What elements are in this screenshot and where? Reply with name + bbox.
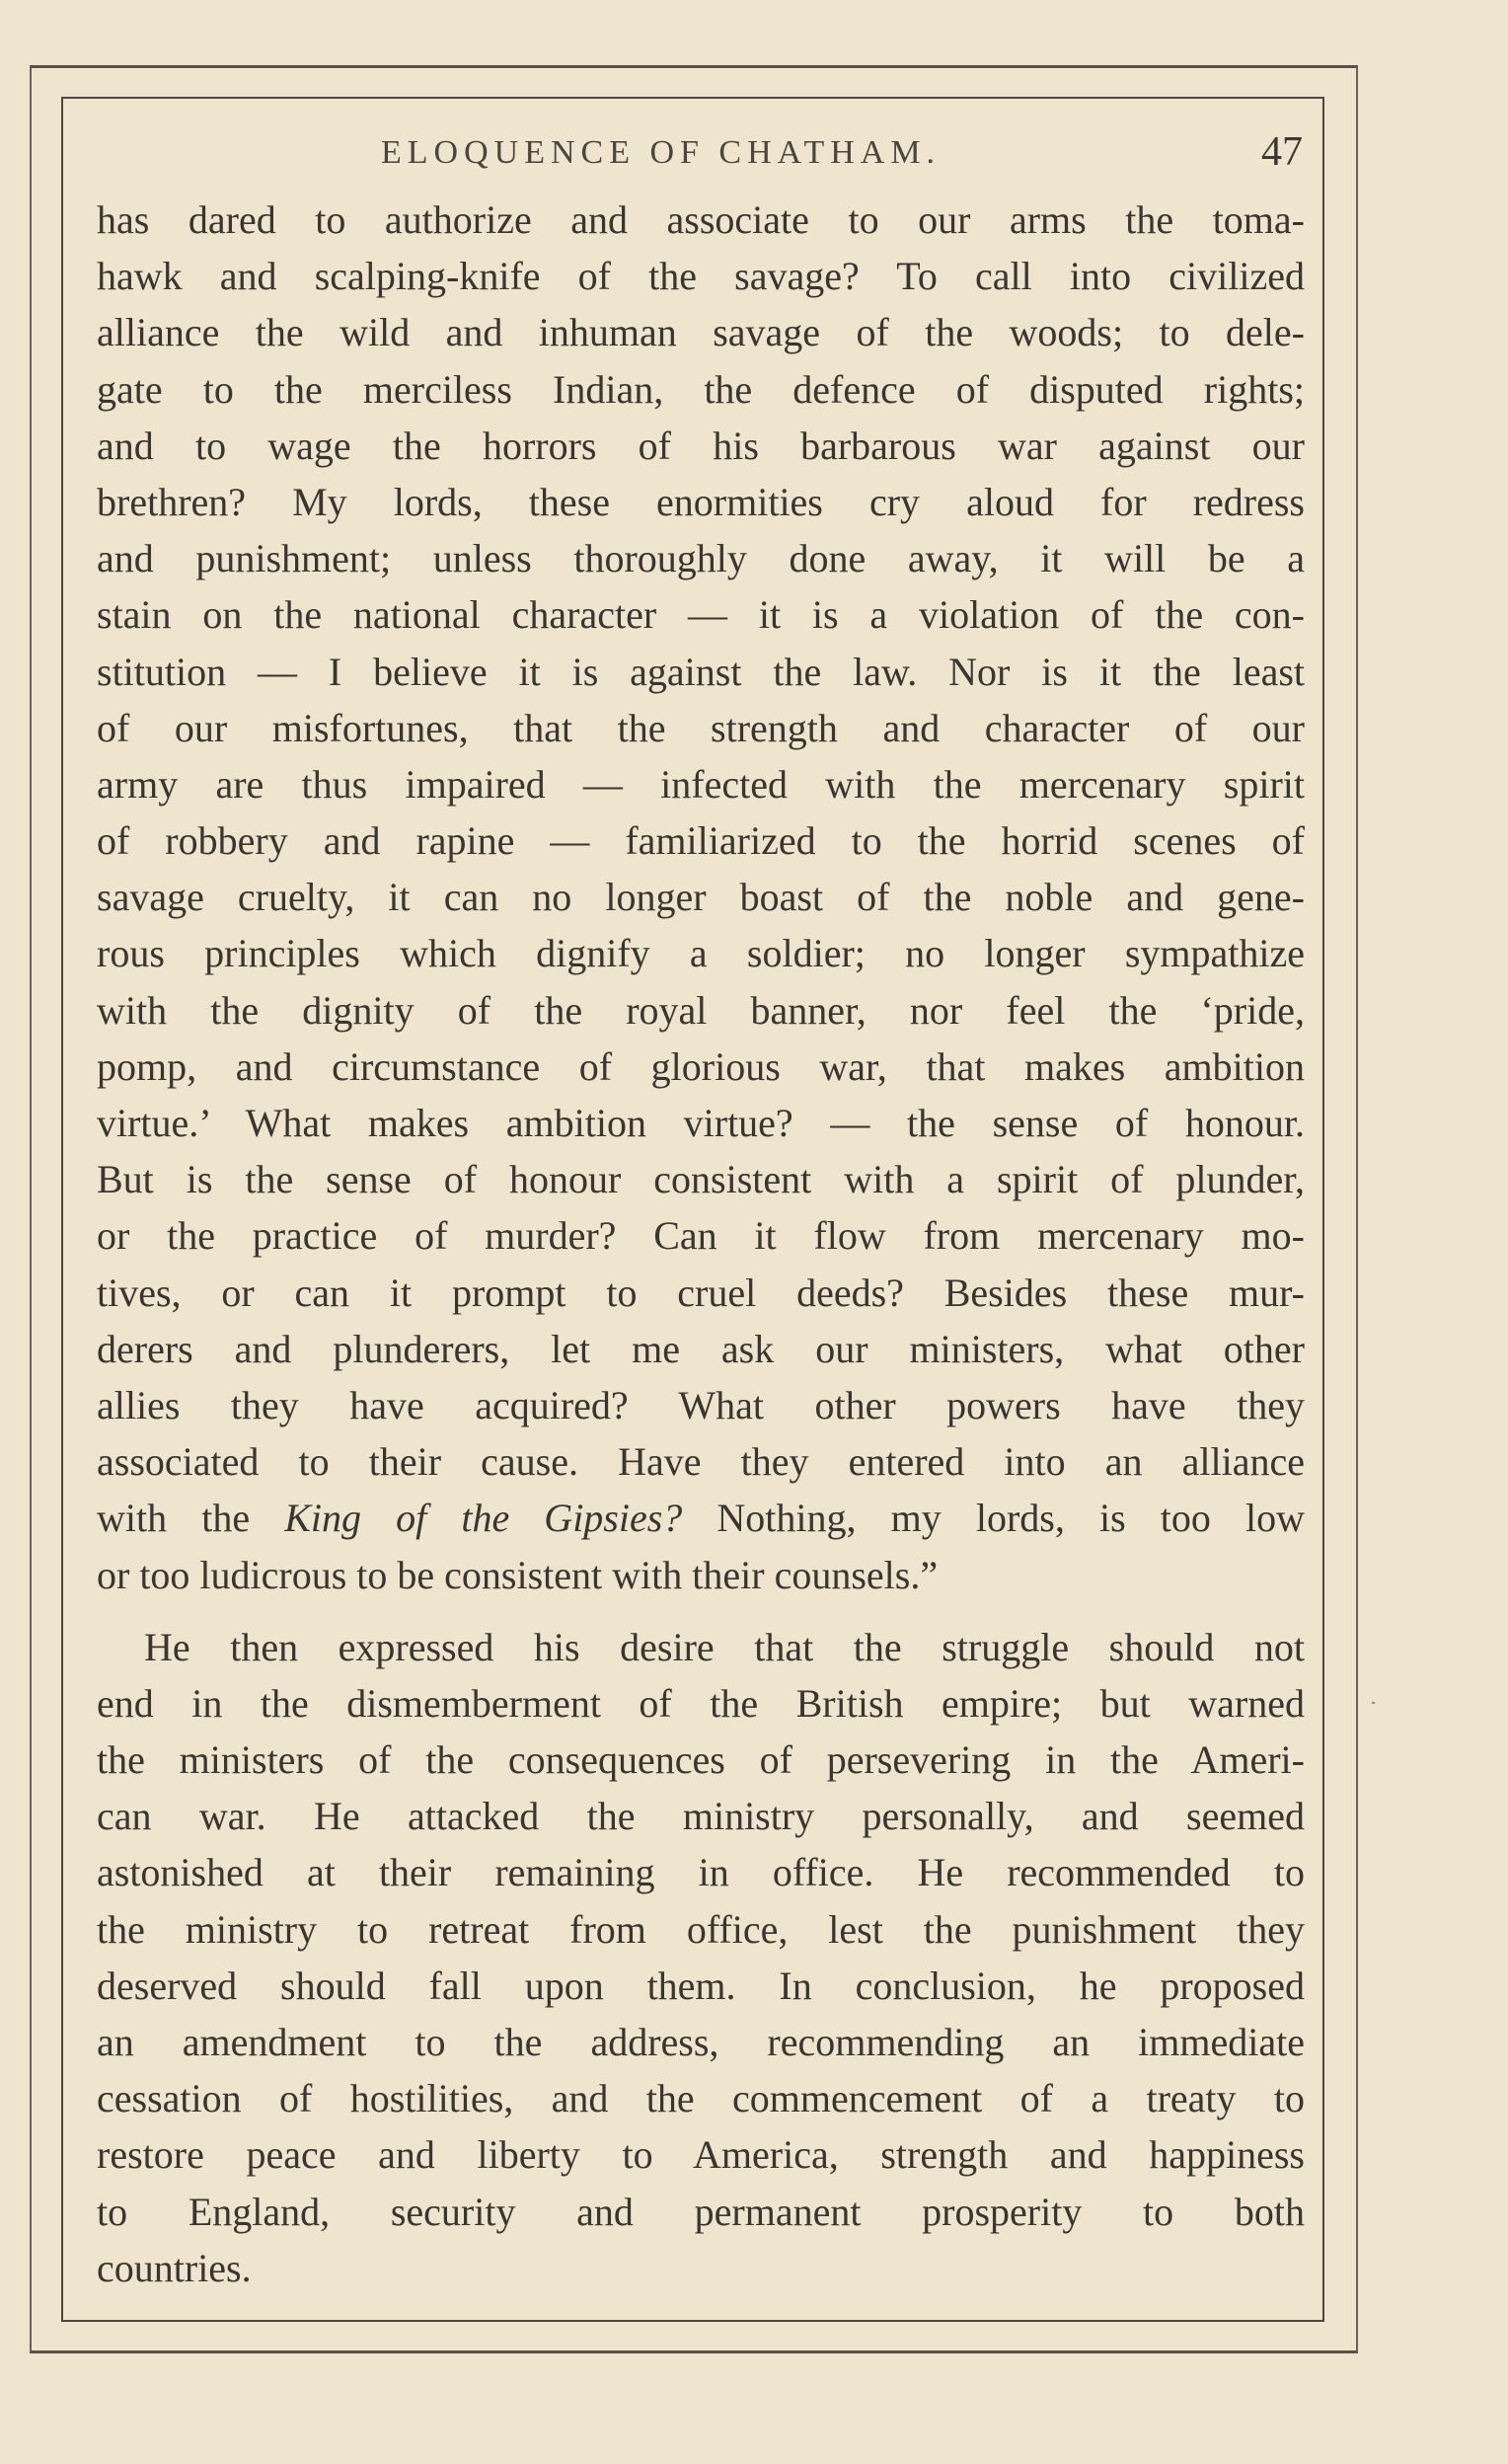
text-line: and to wage the horrors of his barbarous war against our (97, 423, 1305, 468)
inner-border (61, 97, 1324, 2322)
text-line: can war. He attacked the ministry personally, and seemed (97, 1794, 1305, 1839)
text-line: countries. (97, 2245, 252, 2290)
text-line: allies they have acquired? What other powers have they (97, 1382, 1305, 1427)
text-line: the ministry to retreat from office, lest the punishment they (97, 1906, 1305, 1952)
text-line: hawk and scalping-knife of the savage? To call into civilized (97, 254, 1305, 299)
italic-title: King of the Gipsies? (284, 1496, 683, 1541)
text-line: and punishment; unless thoroughly done away, it will be a (97, 536, 1305, 581)
text-line: of robbery and rapine — familiarized to the horrid scenes of (97, 818, 1305, 864)
text-line: an amendment to the address, recommending an immediate (97, 2020, 1305, 2064)
text-line: has dared to authorize and associate to our arms the toma- (97, 197, 1305, 242)
text-line: to England, security and permanent prosperity to both (97, 2189, 1305, 2234)
paragraph-gap (97, 1603, 1305, 1619)
text-line: associated to their cause. Have they entered into an alliance (97, 1439, 1305, 1485)
text-line: He then expressed his desire that the struggle should not (144, 1624, 1305, 1669)
paragraph-2 (97, 1619, 1305, 2296)
text-line: or the practice of murder? Can it flow from mercenary mo- (97, 1213, 1305, 1259)
text-segment: Nothing, my lords, is too low (682, 1496, 1305, 1541)
text-line: gate to the merciless Indian, the defence of disputed rights; (97, 366, 1305, 412)
text-line: virtue.’ What makes ambition virtue? — the sense of honour. (97, 1101, 1305, 1145)
text-line: astonished at their remaining in office. He recommended to (97, 1850, 1305, 1895)
text-line: with the dignity of the royal banner, nor feel the ‘pride, (97, 987, 1305, 1033)
text-line: stain on the national character — it is a violation of the con- (97, 592, 1305, 638)
running-head: ELOQUENCE OF CHATHAM. (381, 134, 942, 171)
text-line: derers and plunderers, let me ask our ministers, what other (97, 1326, 1305, 1371)
text-line: stitution — I believe it is against the law. Nor is it the least (97, 649, 1305, 694)
text-line: end in the dismemberment of the British empire; but warned (97, 1680, 1305, 1726)
body-text (97, 192, 1305, 2296)
text-line: brethren? My lords, these enormities cry aloud for redress (97, 479, 1305, 524)
text-line: But is the sense of honour consistent with a spirit of plunder, (97, 1157, 1305, 1202)
text-line: of our misfortunes, that the strength and character of our (97, 705, 1305, 750)
text-line: tives, or can it prompt to cruel deeds? Besides these mur- (97, 1270, 1305, 1315)
text-line: restore peace and liberty to America, strength and happiness (97, 2132, 1305, 2178)
text-line: army are thus impaired — infected with the mercenary spirit (97, 761, 1305, 807)
text-line: the ministers of the consequences of persevering in the Ameri- (97, 1737, 1305, 1783)
text-segment: with the (97, 1496, 285, 1541)
page-number: 47 (1261, 129, 1303, 175)
text-line: cessation of hostilities, and the commencement of a treaty to (97, 2076, 1305, 2121)
paper-speck (1372, 1702, 1375, 1704)
text-line: savage cruelty, it can no longer boast of the noble and gene- (97, 875, 1305, 920)
text-line: pomp, and circumstance of glorious war, that makes ambition (97, 1043, 1305, 1089)
text-line: or too ludicrous to be consistent with their counsels.” (97, 1552, 939, 1597)
page-header (63, 128, 1322, 180)
paragraph-1 (97, 192, 1305, 1603)
text-line: deserved should fall upon them. In conclusion, he proposed (97, 1963, 1305, 2008)
text-line: alliance the wild and inhuman savage of the woods; to dele- (97, 310, 1305, 355)
text-line: rous principles which dignify a soldier; no longer sympathize (97, 931, 1305, 976)
text-line-with-italic (97, 1490, 1305, 1546)
